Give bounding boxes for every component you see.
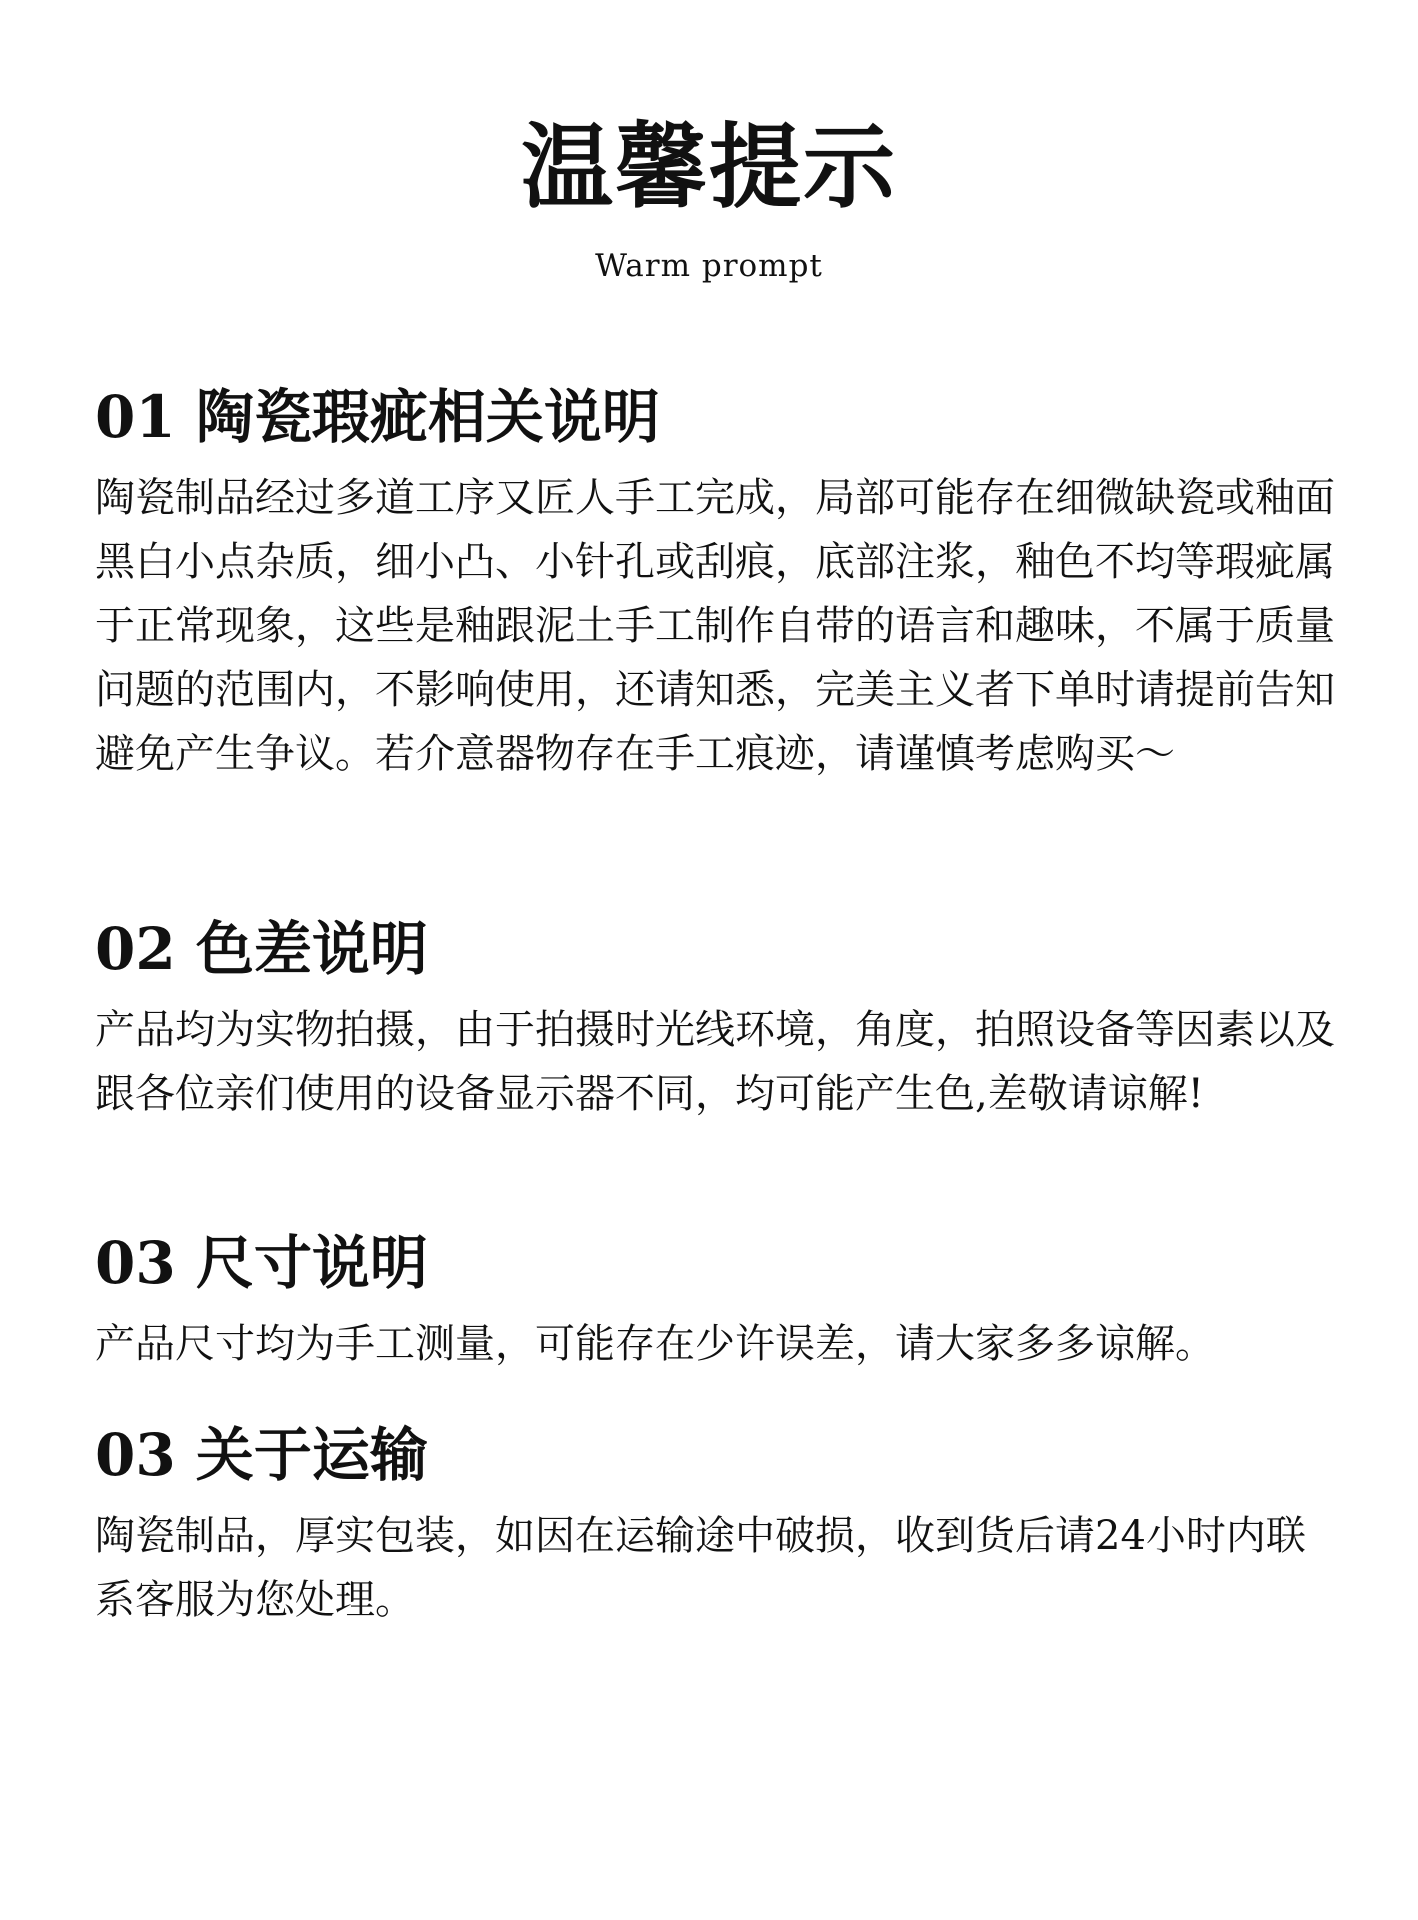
section-size — [95, 1228, 1335, 1376]
section-body: 陶瓷制品，厚实包装，如因在运输途中破损，收到货后请24小时内联系客服为您处理。 — [95, 1513, 1306, 1623]
section-shipping — [95, 1420, 1335, 1632]
section-heading: 03 关于运输 — [95, 1421, 428, 1489]
section-color-difference — [95, 914, 1335, 1126]
page-subtitle: Warm prompt — [595, 248, 823, 284]
page-header — [0, 112, 1418, 286]
section-heading: 02 色差说明 — [95, 915, 428, 983]
page-title: 温馨提示 — [520, 113, 897, 221]
section-heading: 03 尺寸说明 — [95, 1229, 428, 1297]
section-body: 陶瓷制品经过多道工序又匠人手工完成，局部可能存在细微缺瓷或釉面黑白小点杂质，细小凸、小针孔或刮痕，底部注浆，釉色不均等瑕疵属于正常现象，这些是釉跟泥土手工制作自带的语言和趣味，不属于质量问题的范围内，不影响使用，还请知悉，完美主义者下单时请提前告知避免产生争议。若介意器物存在手工痕迹，请谨慎考虑购买～ — [95, 475, 1335, 777]
section-ceramic-flaws — [95, 382, 1335, 786]
section-body: 产品尺寸均为手工测量，可能存在少许误差，请大家多多谅解。 — [95, 1321, 1215, 1367]
section-body: 产品均为实物拍摄，由于拍摄时光线环境，角度，拍照设备等因素以及跟各位亲们使用的设备显示器不同，均可能产生色,差敬请谅解! — [95, 1007, 1335, 1117]
section-heading: 01 陶瓷瑕疵相关说明 — [95, 383, 660, 451]
